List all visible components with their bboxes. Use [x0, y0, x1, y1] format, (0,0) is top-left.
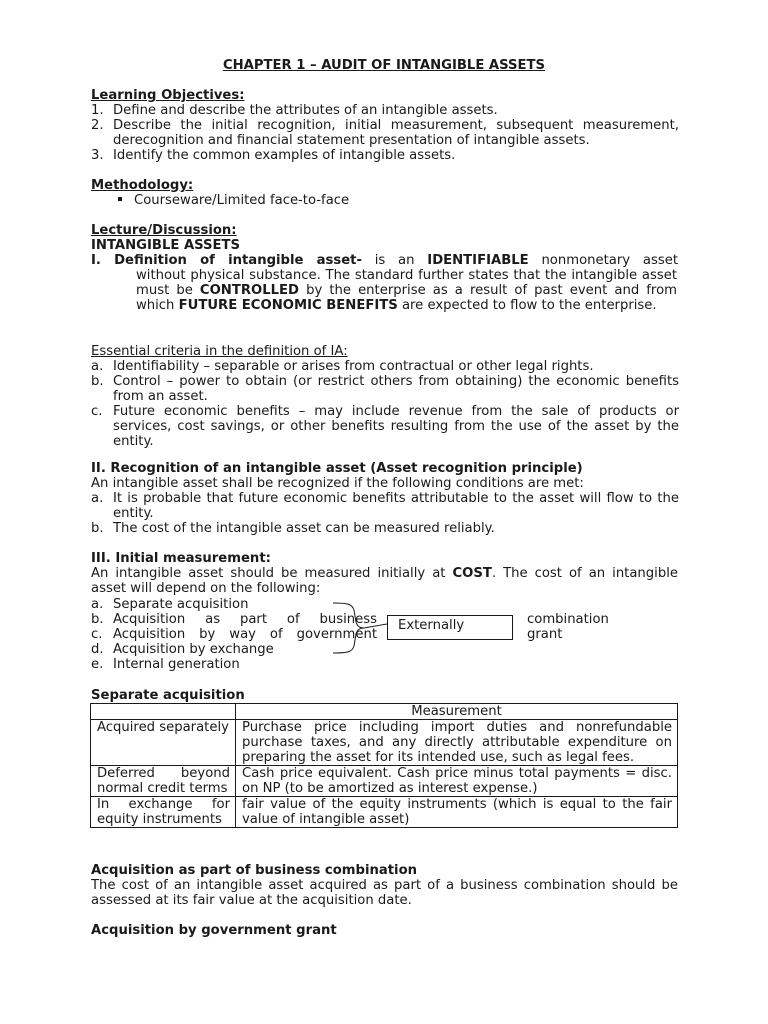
- list-text: Identifiability – separable or arises from contractual or other legal rights.: [113, 359, 594, 374]
- list-text: Acquisition by way of government: [113, 627, 377, 642]
- business-combination-tail: combination: [527, 612, 609, 627]
- box-label: Externally: [398, 618, 465, 633]
- recognition-list: [91, 491, 679, 536]
- recognition-intro: An intangible asset shall be recognized if the following conditions are met:: [91, 476, 584, 491]
- government-grant-tail: grant: [527, 627, 563, 642]
- keyword-cost: COST: [452, 566, 492, 581]
- table-cell-text: fair value of the equity instruments (which is equal to the fair value of intangible asset): [236, 797, 678, 828]
- table-cell-label: Acquired separately: [91, 720, 236, 766]
- keyword-identifiable: IDENTIFIABLE: [427, 253, 529, 268]
- list-item: [91, 404, 679, 449]
- definition-text: without physical substance. The standard further states that the intangible asset must be: [136, 268, 677, 298]
- learning-objectives-list: [91, 103, 679, 163]
- list-marker: a.: [91, 359, 104, 374]
- list-item: [91, 148, 679, 163]
- list-item: [91, 118, 679, 148]
- bullet-square-icon: [118, 197, 122, 201]
- list-item: [91, 103, 679, 118]
- list-marker: 1.: [91, 103, 104, 118]
- list-text: Future economic benefits – may include revenue from the sale of products or services, cost savings, or other benefits resulting from the use of the asset by the entity.: [113, 404, 679, 449]
- keyword-future-economic-benefits: FUTURE ECONOMIC BENEFITS: [178, 298, 398, 313]
- list-marker: c.: [91, 627, 103, 642]
- list-text: Identify the common examples of intangible assets.: [113, 148, 456, 163]
- definition-label: I. Definition of intangible asset-: [91, 253, 362, 268]
- definition-body: [136, 268, 677, 313]
- government-grant-heading: Acquisition by government grant: [91, 923, 337, 938]
- list-marker: 3.: [91, 148, 104, 163]
- definition-text: are expected to flow to the enterprise.: [401, 298, 657, 313]
- curly-brace-icon: [330, 600, 390, 656]
- measurement-table: [90, 703, 678, 828]
- bullet-text: Courseware/Limited face-to-face: [134, 193, 350, 208]
- initial-measurement-heading: III. Initial measurement:: [91, 551, 271, 566]
- criteria-list: [91, 359, 679, 449]
- list-text: Control – power to obtain (or restrict others from obtaining) the economic benefits from an asset.: [113, 374, 679, 404]
- business-combination-heading: Acquisition as part of business combination: [91, 863, 418, 878]
- chapter-title: CHAPTER 1 – AUDIT OF INTANGIBLE ASSETS: [222, 58, 546, 73]
- intro-text: . The cost of an intangible asset will depend on the following:: [91, 566, 678, 596]
- table-cell-text: Purchase price including import duties and nonrefundable purchase taxes, and any directly attributable expenditure on preparing the asset for its intended use, such as legal fees.: [236, 720, 678, 766]
- intangible-assets-heading: INTANGIBLE ASSETS: [91, 238, 241, 253]
- table-cell-text: Cash price equivalent. Cash price minus total payments = disc. on NP (to be amortized as interest expense.): [236, 766, 678, 797]
- methodology-bullet: [118, 193, 349, 208]
- list-text: Internal generation: [113, 657, 240, 672]
- list-marker: d.: [91, 642, 104, 657]
- list-marker: a.: [91, 597, 104, 612]
- table-cell-label: Deferred beyond normal credit terms: [91, 766, 236, 797]
- learning-objectives-heading: Learning Objectives:: [91, 88, 245, 103]
- table-header-row: [91, 704, 678, 720]
- table-header-blank: [91, 704, 236, 720]
- intro-text: An intangible asset should be measured initially at: [91, 566, 446, 581]
- list-text: Describe the initial recognition, initial measurement, subsequent measurement, derecognition and financial statement presentation of intangible assets.: [113, 118, 679, 148]
- externally-acquired-box: [387, 615, 513, 640]
- lecture-heading: Lecture/Discussion:: [91, 223, 237, 238]
- keyword-controlled: CONTROLLED: [199, 283, 299, 298]
- list-marker: b.: [91, 521, 104, 536]
- definition-first-line: [91, 253, 678, 268]
- methodology-heading: Methodology:: [91, 178, 194, 193]
- separate-acquisition-heading: Separate acquisition: [91, 688, 245, 703]
- definition-text: is an: [374, 253, 415, 268]
- list-item: [91, 374, 679, 404]
- criteria-heading: Essential criteria in the definition of IA:: [91, 344, 348, 359]
- list-text: Separate acquisition: [113, 597, 249, 612]
- table-header-measurement: Measurement: [236, 704, 678, 720]
- list-text: It is probable that future economic benefits attributable to the asset will flow to the entity.: [113, 491, 679, 521]
- list-marker: e.: [91, 657, 104, 672]
- business-combination-text: The cost of an intangible asset acquired as part of a business combination should be assessed at its fair value at the acquisition date.: [91, 878, 678, 908]
- list-marker: b.: [91, 612, 104, 627]
- list-text: The cost of the intangible asset can be measured reliably.: [113, 521, 495, 536]
- list-item: [91, 657, 679, 672]
- list-item: [91, 521, 679, 536]
- initial-measurement-intro: [91, 566, 678, 596]
- list-text: Acquisition by exchange: [113, 642, 274, 657]
- list-item: [91, 491, 679, 521]
- table-row: [91, 797, 678, 828]
- table-row: [91, 766, 678, 797]
- list-item: [91, 359, 679, 374]
- list-marker: b.: [91, 374, 104, 389]
- table-cell-label: In exchange for equity instruments: [91, 797, 236, 828]
- list-marker: 2.: [91, 118, 104, 133]
- list-marker: c.: [91, 404, 103, 419]
- recognition-heading: II. Recognition of an intangible asset (Asset recognition principle): [91, 461, 583, 476]
- table-row: [91, 720, 678, 766]
- list-text: Define and describe the attributes of an intangible assets.: [113, 103, 498, 118]
- definition-text: by the enterprise as a result of past event and from which: [136, 283, 677, 313]
- list-text: Acquisition as part of business: [113, 612, 377, 627]
- list-marker: a.: [91, 491, 104, 506]
- definition-text: nonmonetary asset: [541, 253, 678, 268]
